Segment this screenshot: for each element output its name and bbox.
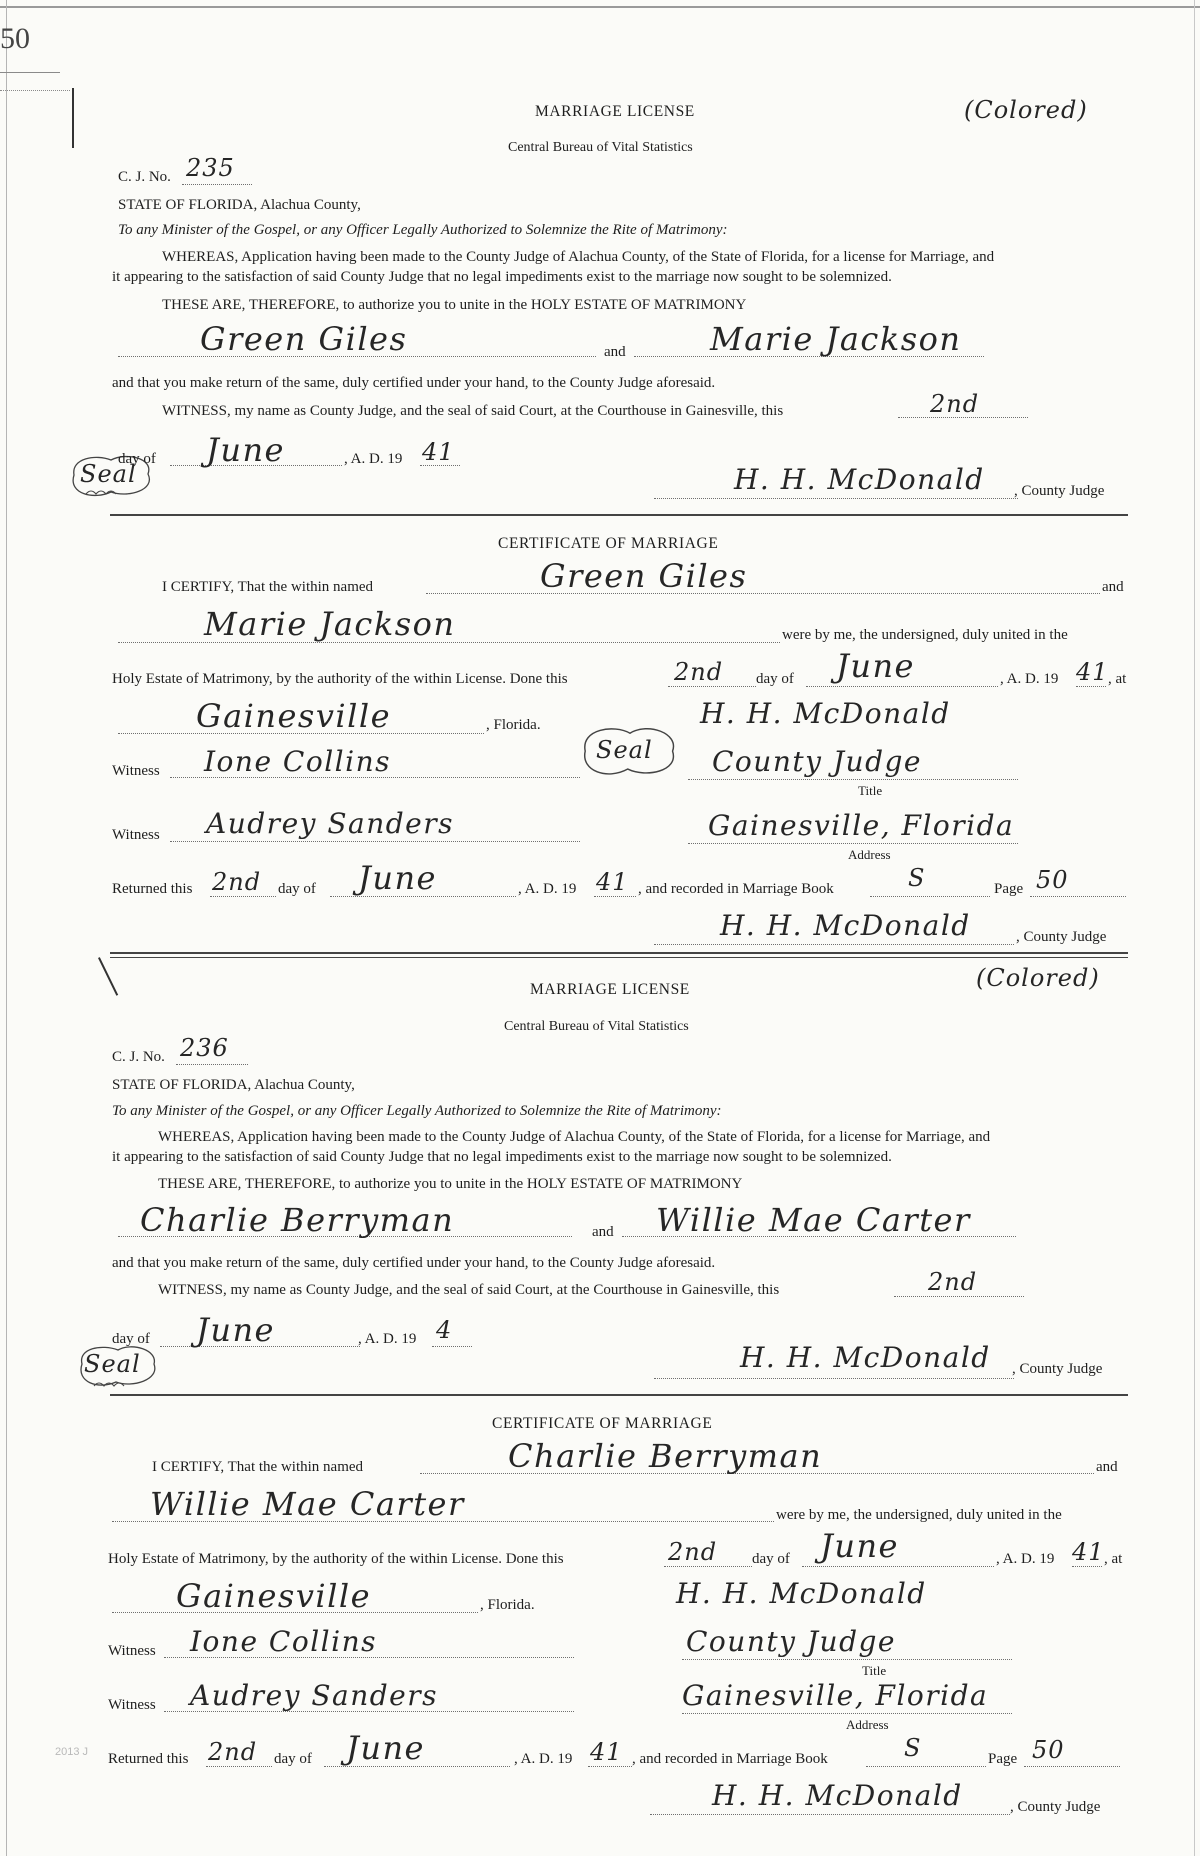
and-label: and — [604, 344, 626, 360]
cert-name-2: Marie Jackson — [204, 605, 456, 643]
state-line: STATE OF FLORIDA, Alachua County, — [112, 1077, 355, 1093]
county-judge-label: , County Judge — [1012, 1361, 1103, 1377]
returned-label: Returned this — [108, 1751, 189, 1767]
returned-year-line — [594, 896, 636, 897]
witness-line: WITNESS, my name as County Judge, and the seal of said Court, at the Courthouse in Gainesville, this — [162, 403, 784, 419]
judge-signature: H. H. McDonald — [740, 1341, 991, 1374]
cert-month: June — [836, 647, 915, 685]
and-label: and — [592, 1224, 614, 1240]
certificate-title: CERTIFICATE OF MARRIAGE — [492, 1415, 713, 1432]
year-line — [432, 1346, 472, 1347]
done-day: 2nd — [674, 658, 724, 686]
returned-ad: , A. D. 19 — [514, 1751, 573, 1767]
address-line-rule — [682, 1713, 1012, 1714]
witness-label-2: Witness — [112, 827, 160, 843]
cert-month-line — [802, 1566, 994, 1567]
cj-no-value: 235 — [186, 154, 235, 182]
these-are-line: THESE ARE, THEREFORE, to authorize you to unite in the HOLY ESTATE OF MATRIMONY — [158, 1176, 743, 1192]
address-value: Gainesville, Florida — [708, 809, 1015, 842]
certify-label: I CERTIFY, That the within named — [152, 1459, 364, 1475]
state-line: STATE OF FLORIDA, Alachua County, — [118, 197, 361, 213]
day-value: 2nd — [928, 1268, 978, 1296]
cert-county-judge-label: , County Judge — [1010, 1799, 1101, 1815]
cert-judge-line — [654, 944, 1014, 945]
whereas-line-1: WHEREAS, Application having been made to the County Judge of Alachua County, of the State of Florida, for a license for Marriage, and — [162, 249, 995, 265]
united-label: were by me, the undersigned, duly united in the — [776, 1507, 1062, 1523]
page-label: Page — [988, 1751, 1018, 1767]
title-value: County Judge — [712, 745, 922, 778]
page-top-edge — [0, 6, 1200, 8]
officiant-signature: H. H. McDonald — [676, 1577, 927, 1610]
cert-judge-signature: H. H. McDonald — [712, 1779, 963, 1812]
officiant-signature: H. H. McDonald — [700, 697, 951, 730]
returned-day-line — [210, 896, 276, 897]
done-day-line — [664, 1566, 752, 1567]
cert-judge-signature: H. H. McDonald — [720, 909, 971, 942]
done-day: 2nd — [668, 1538, 718, 1566]
witness-1: Ione Collins — [204, 745, 391, 778]
returned-day-of: day of — [278, 881, 316, 897]
record-divider-2 — [110, 957, 1128, 958]
bride-name: Marie Jackson — [710, 320, 962, 358]
cert-county-judge-label: , County Judge — [1016, 929, 1107, 945]
recorded-label: , and recorded in Marriage Book — [632, 1751, 828, 1767]
cert-year-line — [1076, 686, 1106, 687]
license-month: June — [206, 431, 285, 469]
at-label: , at — [1104, 1551, 1123, 1567]
page-label: Page — [994, 881, 1024, 897]
cj-no-line — [182, 184, 252, 185]
certificate-title: CERTIFICATE OF MARRIAGE — [498, 535, 719, 552]
day-value: 2nd — [930, 390, 980, 418]
title-line — [682, 1659, 1012, 1660]
address-line: To any Minister of the Gospel, or any Officer Legally Authorized to Solemnize the Rite of Matrimony: — [112, 1103, 722, 1119]
title-value: County Judge — [686, 1625, 896, 1658]
cj-no-label: C. J. No. — [112, 1049, 165, 1065]
witness2-line — [170, 841, 580, 842]
copyright-watermark: 2013 J — [55, 1746, 89, 1758]
witness-2: Audrey Sanders — [206, 807, 455, 840]
groom-name: Green Giles — [200, 320, 408, 358]
cj-no-line — [176, 1064, 248, 1065]
returned-month: June — [358, 859, 437, 897]
bureau-name: Central Bureau of Vital Statistics — [508, 140, 693, 155]
whereas-line-2: it appearing to the satisfaction of said County Judge that no legal impediments exist to the marriage now sought to be solemnized. — [112, 1149, 892, 1165]
recorded-label: , and recorded in Marriage Book — [638, 881, 834, 897]
page-line — [1030, 896, 1126, 897]
cert-place: Gainesville — [176, 1577, 372, 1615]
returned-year: 41 — [590, 1738, 623, 1766]
ad-label: , A. D. 19 — [344, 451, 403, 467]
title-label: Title — [858, 783, 883, 798]
page-left-edge — [6, 0, 7, 1856]
certify-label: I CERTIFY, That the within named — [162, 579, 374, 595]
witness-1: Ione Collins — [190, 1625, 377, 1658]
cert-name-1: Charlie Berryman — [508, 1437, 823, 1475]
race-note: (Colored) — [976, 964, 1100, 992]
name1-line — [426, 593, 1100, 594]
title-label: Title — [862, 1663, 887, 1678]
returned-day-of: day of — [274, 1751, 312, 1767]
cert-and-label: and — [1096, 1459, 1118, 1475]
cert-place: Gainesville — [196, 697, 392, 735]
page-right-edge — [1194, 0, 1195, 1856]
seal-text: Seal — [80, 460, 137, 488]
witness-line: WITNESS, my name as County Judge, and the seal of said Court, at the Courthouse in Gainesville, this — [158, 1282, 780, 1298]
seal-text: Seal — [84, 1350, 141, 1378]
bride-name: Willie Mae Carter — [656, 1201, 971, 1239]
cert-day-of-label: day of — [752, 1551, 790, 1567]
margin-tick — [0, 72, 60, 73]
address-label: Address — [846, 1717, 889, 1732]
day-line — [894, 1296, 1024, 1297]
margin-pencil-mark — [72, 88, 74, 148]
book-value: S — [908, 864, 926, 892]
returned-day: 2nd — [212, 868, 262, 896]
whereas-line-2: it appearing to the satisfaction of said County Judge that no legal impediments exist to the marriage now sought to be solemnized. — [112, 269, 892, 285]
day-of-label: day of — [118, 451, 156, 467]
done-day-line — [668, 686, 756, 687]
day-of-label: day of — [112, 1331, 150, 1347]
title-line — [688, 779, 1018, 780]
cj-no-value: 236 — [180, 1034, 229, 1062]
cert-month: June — [820, 1527, 899, 1565]
returned-month: June — [346, 1729, 425, 1767]
cert-ad-label: , A. D. 19 — [1000, 671, 1059, 687]
cert-day-of-label: day of — [756, 671, 794, 687]
license-title: MARRIAGE LICENSE — [535, 103, 695, 120]
county-judge-label: , County Judge — [1014, 483, 1105, 499]
record-divider — [110, 952, 1128, 954]
page-number: 50 — [0, 22, 30, 55]
license-year: 4 — [436, 1316, 453, 1344]
book-value: S — [904, 1734, 922, 1762]
book-line — [870, 896, 990, 897]
address-value: Gainesville, Florida — [682, 1679, 989, 1712]
page-line — [1024, 1766, 1120, 1767]
race-note: (Colored) — [964, 96, 1088, 124]
cert-month-line — [806, 686, 998, 687]
cert-judge-line — [650, 1814, 1010, 1815]
address-label: Address — [848, 847, 891, 862]
cert-and-label: and — [1102, 579, 1124, 595]
judge-sign-line — [654, 498, 1018, 499]
margin-pencil-mark — [98, 957, 118, 996]
return-line: and that you make return of the same, duly certified under your hand, to the County Judge aforesaid. — [112, 375, 716, 391]
address-line-rule — [688, 843, 1018, 844]
returned-ad: , A. D. 19 — [518, 881, 577, 897]
witness-label: Witness — [112, 763, 160, 779]
cert-name-1: Green Giles — [540, 557, 748, 595]
at-label: , at — [1108, 671, 1127, 687]
judge-signature: H. H. McDonald — [734, 463, 985, 496]
cert-seal-text: Seal — [596, 736, 653, 764]
judge-sign-line — [654, 1378, 1014, 1379]
returned-label: Returned this — [112, 881, 193, 897]
florida-label: , Florida. — [480, 1597, 535, 1613]
section-divider — [110, 1394, 1128, 1396]
bureau-name: Central Bureau of Vital Statistics — [504, 1019, 689, 1034]
witness-label: Witness — [108, 1643, 156, 1659]
cert-ad-label: , A. D. 19 — [996, 1551, 1055, 1567]
return-line: and that you make return of the same, duly certified under your hand, to the County Judge aforesaid. — [112, 1255, 716, 1271]
returned-day: 2nd — [208, 1738, 258, 1766]
address-line: To any Minister of the Gospel, or any Officer Legally Authorized to Solemnize the Rite of Matrimony: — [118, 222, 728, 238]
license-title: MARRIAGE LICENSE — [530, 981, 690, 998]
page-value: 50 — [1036, 866, 1069, 894]
cj-no-label: C. J. No. — [118, 169, 171, 185]
united-label: were by me, the undersigned, duly united in the — [782, 627, 1068, 643]
margin-tick — [0, 90, 70, 91]
these-are-line: THESE ARE, THEREFORE, to authorize you to unite in the HOLY ESTATE OF MATRIMONY — [162, 297, 747, 313]
witness-2: Audrey Sanders — [190, 1679, 439, 1712]
ad-label: , A. D. 19 — [358, 1331, 417, 1347]
witness-label-2: Witness — [108, 1697, 156, 1713]
cert-year: 41 — [1072, 1538, 1105, 1566]
returned-day-line — [206, 1766, 272, 1767]
groom-name: Charlie Berryman — [140, 1201, 455, 1239]
section-divider — [110, 514, 1128, 516]
cert-name-2: Willie Mae Carter — [150, 1485, 465, 1523]
holy-label: Holy Estate of Matrimony, by the authority of the within License. Done this — [112, 671, 568, 687]
license-year: 41 — [422, 438, 455, 466]
book-line — [866, 1766, 986, 1767]
returned-year: 41 — [596, 868, 629, 896]
page-value: 50 — [1032, 1736, 1065, 1764]
cert-year: 41 — [1076, 658, 1109, 686]
license-month: June — [196, 1311, 275, 1349]
returned-year-line — [588, 1766, 632, 1767]
florida-label: , Florida. — [486, 717, 541, 733]
holy-label: Holy Estate of Matrimony, by the authority of the within License. Done this — [108, 1551, 564, 1567]
whereas-line-1: WHEREAS, Application having been made to the County Judge of Alachua County, of the State of Florida, for a license for Marriage, and — [158, 1129, 991, 1145]
cert-year-line — [1072, 1566, 1102, 1567]
